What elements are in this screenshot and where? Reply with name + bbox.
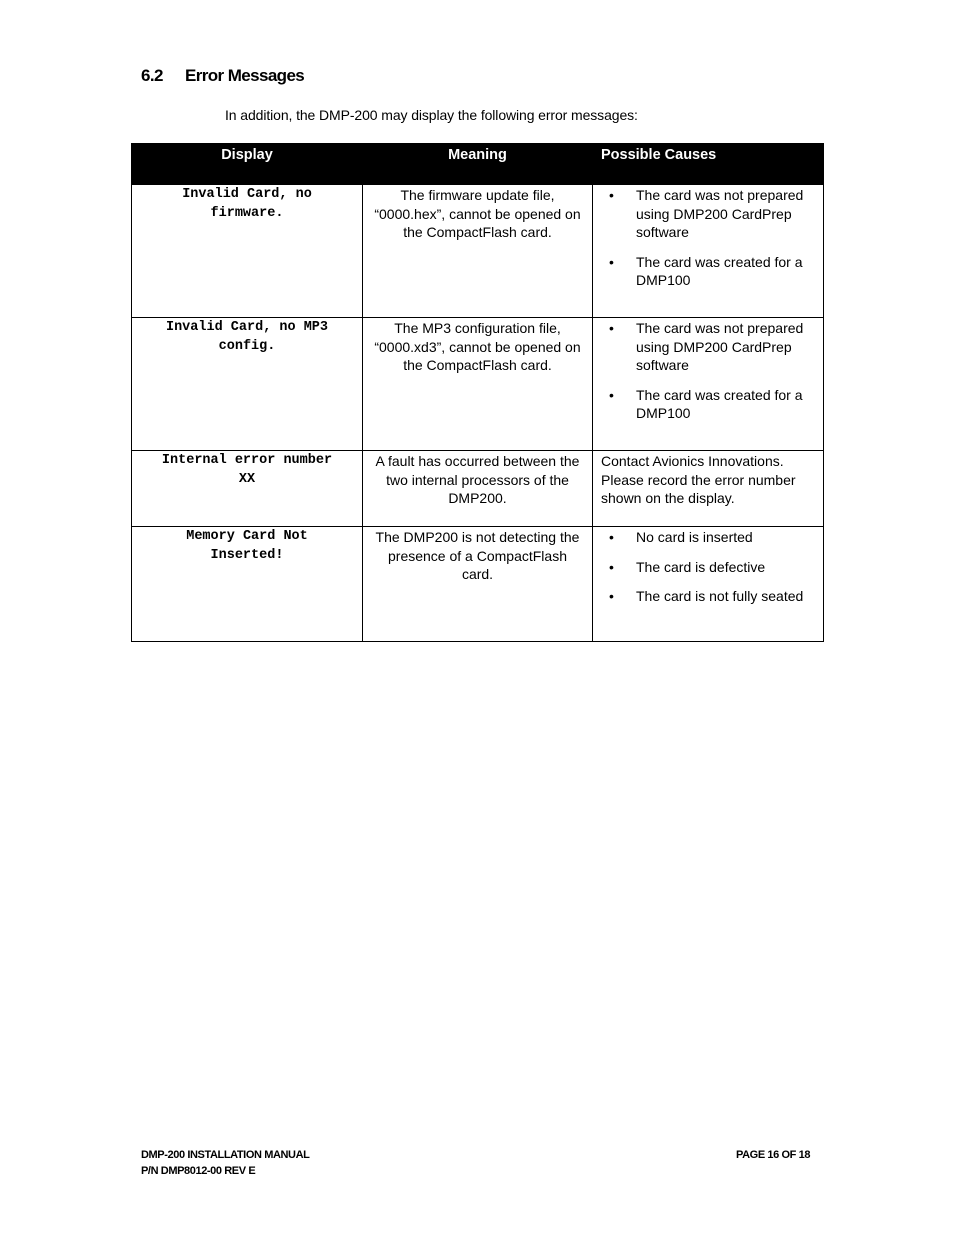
- causes-cell: [593, 527, 824, 642]
- causes-cell: [593, 318, 824, 451]
- list-item: [601, 253, 815, 290]
- meaning-cell: The DMP200 is not detecting the presence of a CompactFlash card.: [363, 527, 593, 642]
- bullet-icon: •: [609, 529, 614, 545]
- causes-list: [601, 528, 815, 606]
- page-number: PAGE 16 OF 18: [736, 1149, 811, 1161]
- table-row: [132, 451, 824, 527]
- cause-text: The card is defective: [636, 558, 766, 575]
- meaning-cell: A fault has occurred between the two internal processors of the DMP200.: [363, 451, 593, 527]
- causes-cell: Contact Avionics Innovations. Please record the error number shown on the display.: [593, 451, 824, 527]
- table-row: [132, 527, 824, 642]
- table-header-row: [132, 144, 824, 185]
- list-item: [601, 319, 815, 375]
- list-item: [601, 528, 815, 547]
- meaning-cell: The firmware update file, “0000.hex”, cannot be opened on the CompactFlash card.: [363, 185, 593, 318]
- header-display: Display: [132, 144, 363, 185]
- display-line: firmware.: [210, 205, 284, 221]
- cause-text: The card was created for a DMP100: [636, 253, 803, 288]
- list-item: [601, 386, 815, 423]
- cause-text: The card was not prepared using DMP200 CardPrep software: [636, 320, 804, 373]
- cause-text: No card is inserted: [636, 529, 753, 545]
- cause-text: The card was not prepared using DMP200 CardPrep software: [636, 187, 804, 240]
- causes-cell: [593, 185, 824, 318]
- bullet-icon: •: [609, 320, 614, 336]
- section-heading: [141, 66, 304, 86]
- list-item: [601, 186, 815, 242]
- table-row: [132, 318, 824, 451]
- header-meaning: Meaning: [363, 144, 593, 185]
- bullet-icon: •: [609, 588, 614, 604]
- display-line: Inserted!: [210, 547, 284, 563]
- display-message: [132, 451, 363, 527]
- display-line: XX: [238, 471, 256, 487]
- intro-text: In addition, the DMP-200 may display the following error messages:: [225, 107, 638, 123]
- bullet-icon: •: [609, 558, 614, 575]
- cause-text: The card was created for a DMP100: [636, 386, 803, 421]
- causes-list: [601, 186, 815, 290]
- list-item: [601, 558, 815, 577]
- footer-left: [141, 1148, 309, 1179]
- display-line: Internal error number: [161, 453, 333, 468]
- list-item: [601, 587, 815, 606]
- error-messages-table: [131, 143, 824, 642]
- display-line: Invalid Card, no MP3: [165, 320, 329, 335]
- display-line: Invalid Card, no: [182, 187, 312, 202]
- display-line: Memory Card Not: [186, 529, 308, 544]
- section-title: Error Messages: [185, 66, 305, 85]
- display-line: config.: [218, 338, 276, 354]
- bullet-icon: •: [609, 386, 614, 403]
- causes-list: [601, 319, 815, 423]
- section-number: 6.2: [141, 66, 163, 85]
- table-row: [132, 185, 824, 318]
- header-possible-causes: Possible Causes: [593, 144, 824, 185]
- meaning-cell: The MP3 configuration file, “0000.xd3”, cannot be opened on the CompactFlash card.: [363, 318, 593, 451]
- bullet-icon: •: [609, 253, 614, 270]
- manual-title: DMP-200 INSTALLATION MANUAL: [141, 1149, 310, 1161]
- display-message: [132, 185, 363, 318]
- display-message: [132, 527, 363, 642]
- part-number: P/N DMP8012-00 REV E: [141, 1164, 256, 1177]
- bullet-icon: •: [609, 187, 614, 203]
- display-message: [132, 318, 363, 451]
- cause-text: The card is not fully seated: [636, 588, 804, 604]
